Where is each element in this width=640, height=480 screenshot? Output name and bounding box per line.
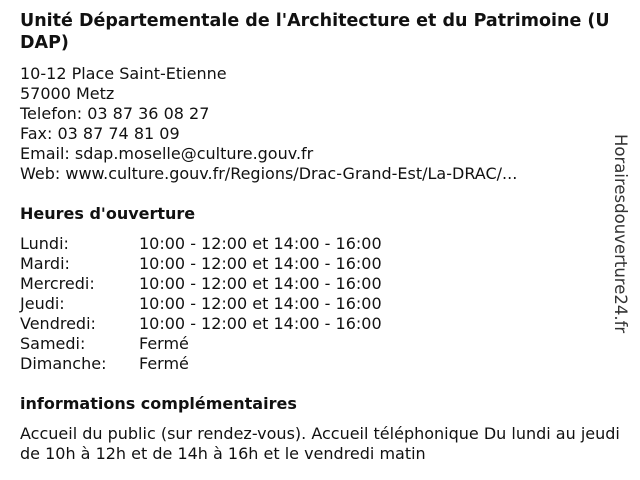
address-city: 57000 Metz bbox=[20, 84, 115, 103]
day-label: Vendredi: bbox=[20, 314, 96, 333]
page-title: Unité Départementale de l'Architecture et du Patrimoine (UDAP) bbox=[20, 11, 610, 53]
additional-info-heading: informations complémentaires bbox=[20, 394, 297, 413]
day-hours: Fermé bbox=[139, 334, 189, 353]
day-hours: 10:00 - 12:00 et 14:00 - 16:00 bbox=[139, 254, 382, 273]
contact-block bbox=[20, 64, 620, 184]
day-hours: Fermé bbox=[139, 354, 189, 373]
address-street: 10-12 Place Saint-Etienne bbox=[20, 64, 227, 83]
hours-row-thursday bbox=[20, 294, 620, 314]
day-label: Mercredi: bbox=[20, 274, 95, 293]
hours-row-saturday bbox=[20, 334, 620, 354]
business-info-card bbox=[20, 10, 620, 464]
opening-hours-table bbox=[20, 234, 620, 374]
day-label: Samedi: bbox=[20, 334, 86, 353]
day-label: Dimanche: bbox=[20, 354, 107, 373]
day-label: Mardi: bbox=[20, 254, 70, 273]
site-watermark: Horairesdouverture24.fr bbox=[611, 134, 630, 334]
email-address: Email: sdap.moselle@culture.gouv.fr bbox=[20, 144, 314, 163]
day-label: Lundi: bbox=[20, 234, 69, 253]
day-hours: 10:00 - 12:00 et 14:00 - 16:00 bbox=[139, 234, 382, 253]
day-label: Jeudi: bbox=[20, 294, 65, 313]
hours-row-sunday bbox=[20, 354, 620, 374]
hours-row-wednesday bbox=[20, 274, 620, 294]
day-hours: 10:00 - 12:00 et 14:00 - 16:00 bbox=[139, 294, 382, 313]
hours-row-monday bbox=[20, 234, 620, 254]
additional-info-text: Accueil du public (sur rendez-vous). Accueil téléphonique Du lundi au jeudi de 10h à 12h et de 14h à 16h et le vendredi matin bbox=[20, 424, 620, 463]
hours-row-friday bbox=[20, 314, 620, 334]
website-url: Web: www.culture.gouv.fr/Regions/Drac-Grand-Est/La-DRAC/... bbox=[20, 164, 518, 183]
phone-number: Telefon: 03 87 36 08 27 bbox=[20, 104, 210, 123]
day-hours: 10:00 - 12:00 et 14:00 - 16:00 bbox=[139, 314, 382, 333]
hours-row-tuesday bbox=[20, 254, 620, 274]
fax-number: Fax: 03 87 74 81 09 bbox=[20, 124, 180, 143]
day-hours: 10:00 - 12:00 et 14:00 - 16:00 bbox=[139, 274, 382, 293]
opening-hours-heading: Heures d'ouverture bbox=[20, 204, 196, 223]
